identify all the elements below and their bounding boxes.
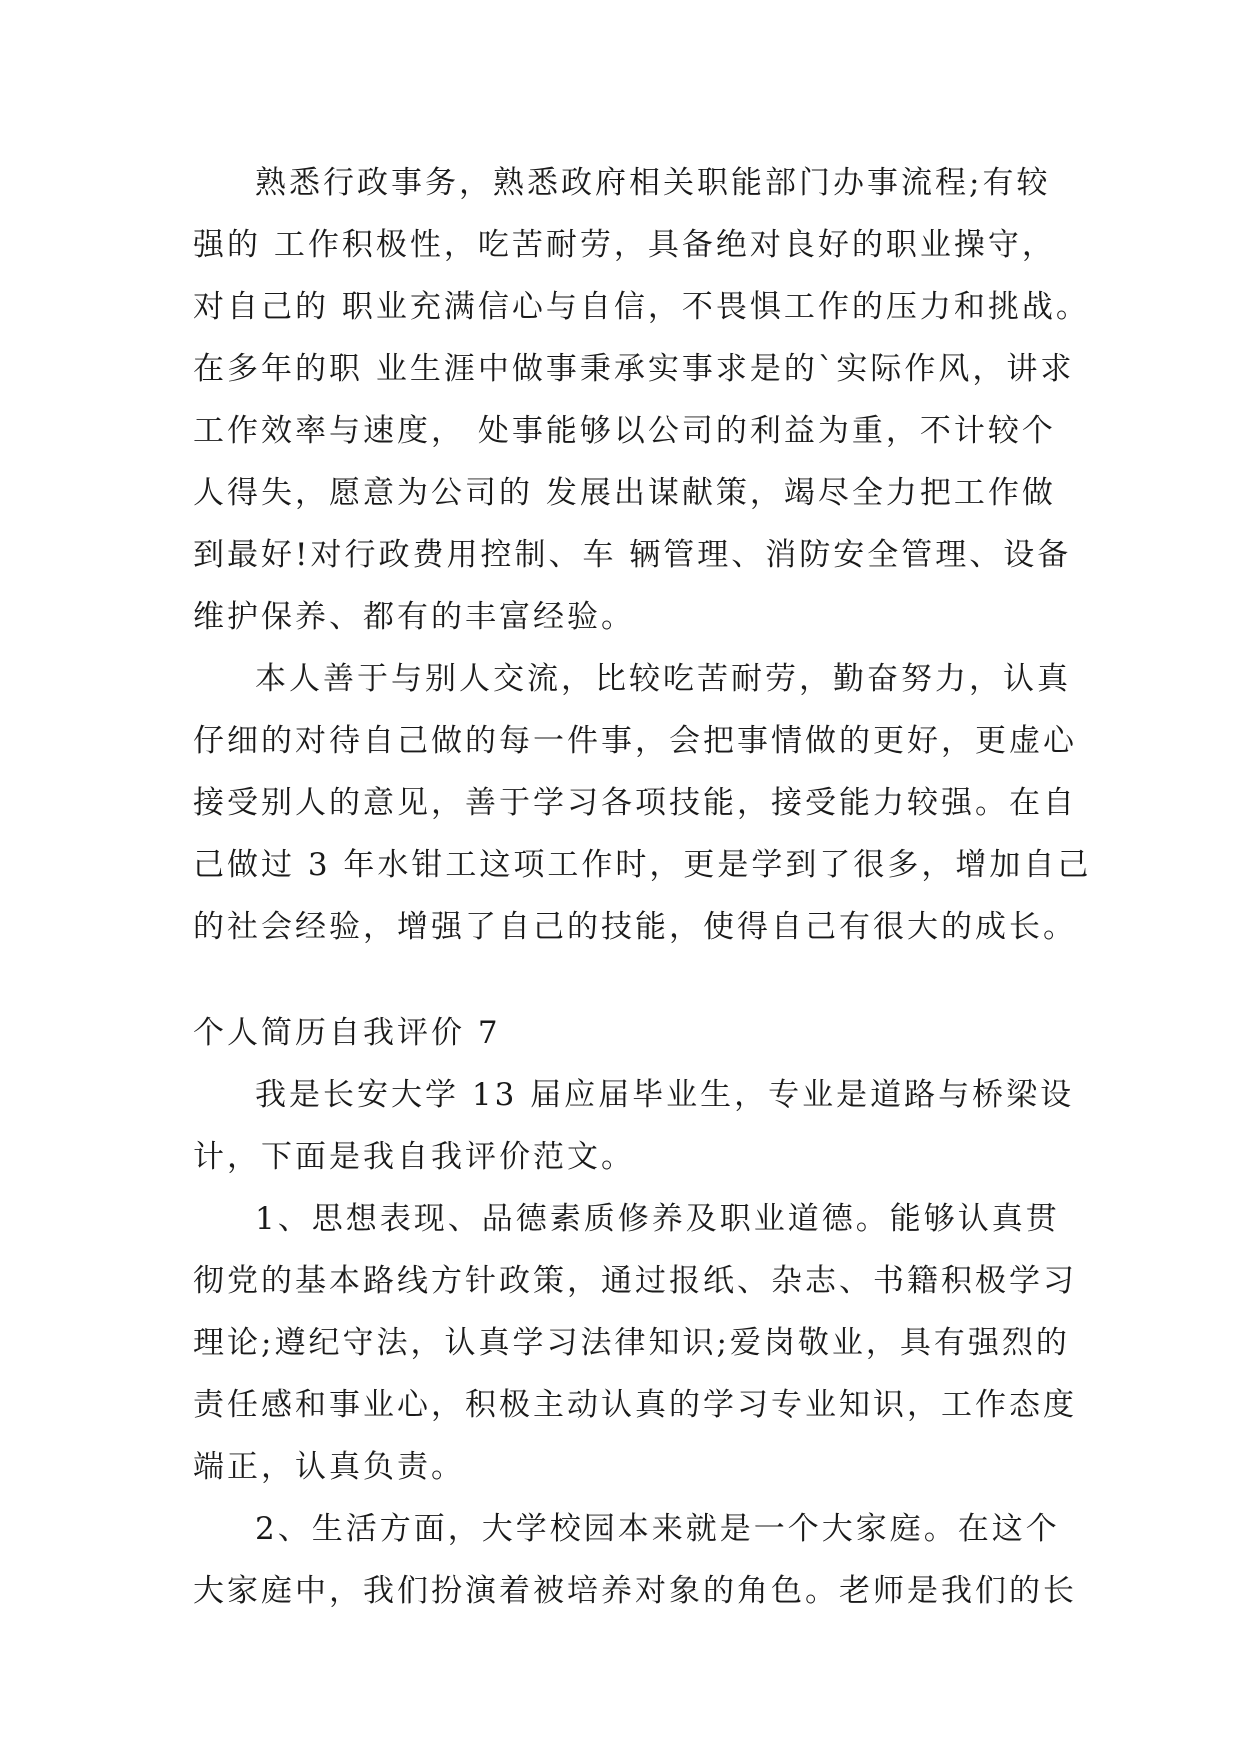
paragraph-personal-qualities xyxy=(193,648,1092,958)
text-line: 端正，认真负责。 xyxy=(193,1449,465,1485)
text-line: 责任感和事业心，积极主动认真的学习专业知识，工作态度 xyxy=(193,1387,1077,1423)
text-line: 仔细的对待自己做的每一件事，会把事情做的更好，更虚心 xyxy=(193,723,1077,759)
text-line: 到最好!对行政费用控制、车 辆管理、消防安全管理、设备 xyxy=(193,537,1072,573)
text-line: 接受别人的意见，善于学习各项技能，接受能力较强。在自 xyxy=(193,785,1077,821)
text-line: 2、生活方面，大学校园本来就是一个大家庭。在这个 xyxy=(255,1511,1060,1547)
text-line: 强的 工作积极性，吃苦耐劳，具备绝对良好的职业操守， xyxy=(193,227,1056,263)
text-line: 彻党的基本路线方针政策，通过报纸、杂志、书籍积极学习 xyxy=(193,1263,1077,1299)
text-line: 1、思想表现、品德素质修养及职业道德。能够认真贯 xyxy=(255,1201,1060,1237)
text-line: 维护保养、都有的丰富经验。 xyxy=(193,599,635,635)
text-line: 我是长安大学 13 届应届毕业生，专业是道路与桥梁设 xyxy=(255,1077,1075,1113)
text-line: 工作效率与速度， 处事能够以公司的利益为重，不计较个 xyxy=(193,413,1056,449)
text-line: 人得失，愿意为公司的 发展出谋献策，竭尽全力把工作做 xyxy=(193,475,1056,511)
text-line: 对自己的 职业充满信心与自信，不畏惧工作的压力和挑战。 xyxy=(193,289,1090,325)
text-line: 熟悉行政事务，熟悉政府相关职能部门办事流程;有较 xyxy=(255,165,1051,201)
document-body xyxy=(193,152,1092,1622)
text-line: 大家庭中，我们扮演着被培养对象的角色。老师是我们的长 xyxy=(193,1573,1077,1609)
section-heading: 个人简历自我评价 7 xyxy=(193,1015,501,1051)
text-line: 本人善于与别人交流，比较吃苦耐劳，勤奋努力，认真 xyxy=(255,661,1071,697)
text-line: 理论;遵纪守法，认真学习法律知识;爱岗敬业，具有强烈的 xyxy=(193,1325,1070,1361)
text-line: 在多年的职 业生涯中做事秉承实事求是的`实际作风，讲求 xyxy=(193,351,1075,387)
paragraph-campus-life xyxy=(193,1498,1077,1622)
paragraph-admin-experience xyxy=(193,152,1090,648)
text-line: 的社会经验，增强了自己的技能，使得自己有很大的成长。 xyxy=(193,909,1077,945)
paragraph-ideology-ethics xyxy=(193,1188,1077,1498)
text-line: 己做过 3 年水钳工这项工作时，更是学到了很多，增加自己 xyxy=(193,847,1092,883)
paragraph-intro xyxy=(193,1064,1075,1188)
text-line: 计，下面是我自我评价范文。 xyxy=(193,1139,635,1175)
section-spacer xyxy=(193,958,1063,1002)
